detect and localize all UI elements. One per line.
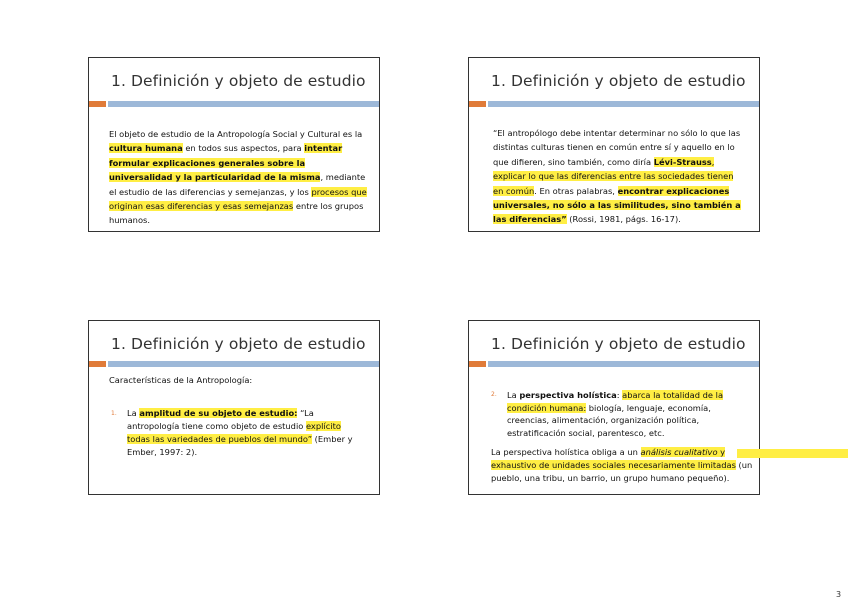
accent-bar-orange <box>469 361 486 367</box>
highlighted-text: exhaustivo de unidades sociales necesariamente limitadas <box>491 460 736 470</box>
highlighted-text: , explicar lo que las diferencias entre las sociedades tienen en común <box>493 156 734 196</box>
accent-bar-blue <box>488 361 759 367</box>
text-segment: “El antropólogo debe intentar determinar no sólo lo que las distintas culturas tienen en común entre sí y aquello en lo que difieren, sino también, como diría <box>493 128 741 167</box>
list-number: 2. <box>491 391 497 398</box>
highlighted-text: y <box>717 447 726 457</box>
text-segment: . En otras palabras, <box>534 185 618 196</box>
slide-1 <box>88 57 380 232</box>
slide-title: 1. Definición y objeto de estudio <box>111 72 366 90</box>
accent-bar-blue <box>108 361 379 367</box>
text-segment: , mediante el estudio de las diferencias y semejanzas, y los <box>109 172 366 197</box>
list-item <box>491 389 747 439</box>
text-segment: El objeto de estudio de la Antropología Social y Cultural es la <box>109 129 363 139</box>
slide-paragraph <box>491 446 753 485</box>
accent-bar-blue <box>108 101 379 107</box>
accent-bar-orange <box>469 101 486 107</box>
highlighted-text: encontrar explicaciones universales, no sólo a las similitudes, sino también a las diferencias” <box>493 185 741 225</box>
list-number: 1. <box>111 410 117 417</box>
text-segment: (un pueblo, una tribu, un barrio, un grupo humano pequeño). <box>491 460 753 483</box>
text-segment: biología, lenguaje, economía, creencias, alimentación, organización política, estratificación social, parentesco, etc. <box>507 402 711 438</box>
page-number: 3 <box>836 590 842 599</box>
slide-intro: Características de la Antropología: <box>109 375 253 385</box>
slide-title: 1. Definición y objeto de estudio <box>111 335 366 353</box>
list-item-text <box>127 408 353 457</box>
text-segment: La perspectiva holística obliga a un <box>491 447 641 457</box>
text-segment: La <box>127 408 140 418</box>
highlighted-text: intentar formular explicaciones generales sobre la universalidad y la particularidad de la misma <box>109 143 343 183</box>
slide-quote <box>493 126 743 227</box>
highlighted-text: Lévi-Strauss <box>653 156 712 167</box>
accent-bar-orange <box>89 101 106 107</box>
slide-2 <box>468 57 760 232</box>
text-segment: “La antropología tiene como objeto de estudio <box>127 408 314 431</box>
highlighted-text: cultura humana <box>109 143 183 154</box>
highlighted-text: procesos que originan esas diferencias y esas semejanzas <box>109 186 367 212</box>
slide-4 <box>468 320 760 495</box>
text-segment: : <box>616 390 623 400</box>
accent-bar-orange <box>89 361 106 367</box>
slide-title: 1. Definición y objeto de estudio <box>491 72 746 90</box>
slide-3 <box>88 320 380 495</box>
text-segment: (Rossi, 1981, págs. 16-17). <box>566 214 681 225</box>
highlighted-text: amplitud de su objeto de estudio: <box>139 408 298 418</box>
list-item-text <box>507 390 723 438</box>
highlight-overflow <box>737 449 848 458</box>
slide-body <box>109 127 367 228</box>
highlighted-text: abarca la totalidad de la condición humana: <box>507 390 724 413</box>
text-segment: (Ember y Ember, 1997: 2). <box>127 434 353 457</box>
list-item <box>111 407 361 459</box>
highlighted-text: análisis cualitativo <box>640 447 718 457</box>
text-segment: La <box>507 390 520 400</box>
highlighted-text: explícito todas las variedades de pueblos del mundo” <box>127 421 341 444</box>
text-segment: en todos sus aspectos, para <box>182 143 305 154</box>
accent-bar-blue <box>488 101 759 107</box>
text-segment: perspectiva holística <box>519 390 617 400</box>
text-segment: entre los grupos humanos. <box>109 201 364 226</box>
slide-title: 1. Definición y objeto de estudio <box>491 335 746 353</box>
